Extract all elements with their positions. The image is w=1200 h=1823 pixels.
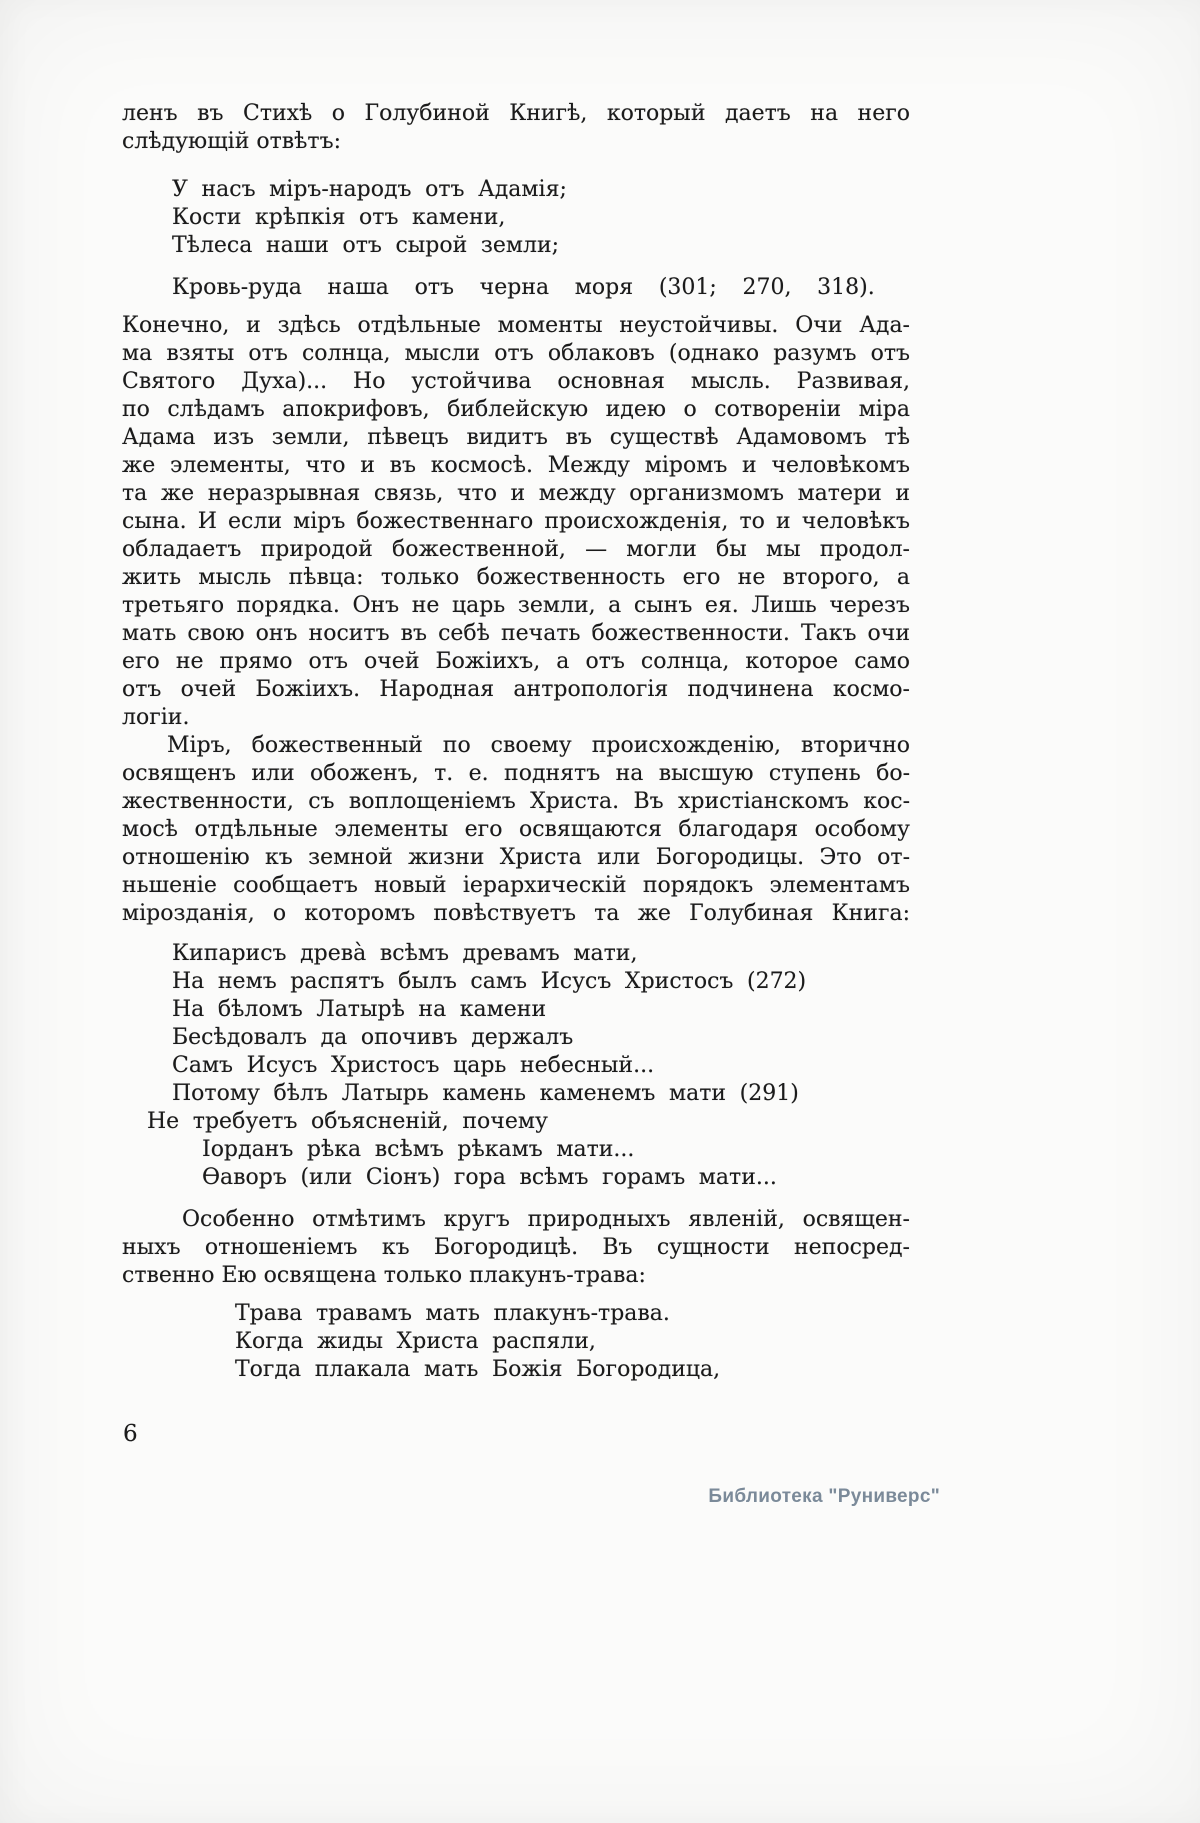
text-line: Трава травамъ мать плакунъ-трава.: [235, 1301, 670, 1326]
text-line: ленъ въ Стихѣ о Голубиной Книгѣ, который даетъ на него: [122, 101, 910, 126]
text-line: ныхъ отношеніемъ къ Богородицѣ. Въ сущности непосред-: [122, 1235, 910, 1260]
verse-blood-line: [122, 274, 910, 302]
text-line: У насъ міръ-народъ отъ Адамія;: [172, 177, 567, 202]
text-line: Когда жиды Христа распяли,: [235, 1329, 596, 1354]
text-line: Особенно отмѣтимъ кругъ природныхъ явленій, освящен-: [182, 1207, 910, 1232]
text-line: Тогда плакала мать Божія Богородица,: [235, 1357, 721, 1382]
text-line: Тѣлеса наши отъ сырой земли;: [172, 233, 560, 258]
text-line: Не требуетъ объясненій, почему: [147, 1109, 548, 1134]
text-line: его не прямо отъ очей Божіихъ, а отъ солнца, которое само: [122, 649, 910, 674]
text-line: та же неразрывная связь, что и между организмомъ матери и: [122, 481, 910, 506]
verse-plakun-trava: [122, 1300, 910, 1384]
library-watermark: Библиотека "Руниверс": [708, 1486, 940, 1507]
text-line: Адама изъ земли, пѣвецъ видитъ въ существѣ Адамовомъ тѣ: [122, 425, 910, 450]
text-line: Кипарисъ древа̀ всѣмъ древамъ мати,: [172, 941, 638, 966]
page-text-column: [122, 100, 910, 1384]
text-line: Ѳаворъ (или Сіонъ) гора всѣмъ горамъ мати...: [202, 1165, 777, 1190]
verse-cypress: [122, 940, 910, 1192]
text-line: Міръ, божественный по своему происхожденію, вторично: [167, 733, 910, 758]
text-line: мірозданія, о которомъ повѣствуетъ та же Голубиная Книга:: [122, 901, 910, 926]
text-line: Потому бѣлъ Латырь камень каменемъ мати (291): [172, 1081, 799, 1106]
text-line: сына. И если міръ божественнаго происхожденія, то и человѣкъ: [122, 509, 910, 534]
text-line: Бесѣдовалъ да опочивъ держалъ: [172, 1025, 574, 1050]
text-line: Іорданъ рѣка всѣмъ рѣкамъ мати...: [202, 1137, 635, 1162]
text-line: мать свою онъ носитъ въ себѣ печать божественности. Такъ очи: [122, 621, 910, 646]
text-line: ственно Ею освящена только плакунъ-трава:: [122, 1263, 646, 1288]
text-line: же элементы, что и въ космосѣ. Между міромъ и человѣкомъ: [122, 453, 910, 478]
text-line: обладаетъ природой божественной, — могли бы мы продол-: [122, 537, 910, 562]
paragraph-continuation: [122, 100, 910, 156]
text-line: по слѣдамъ апокрифовъ, библейскую идею о сотвореніи міра: [122, 397, 910, 422]
text-line: Кости крѣпкія отъ камени,: [172, 205, 506, 230]
text-line: Самъ Исусъ Христосъ царь небесный...: [172, 1053, 655, 1078]
text-line: ньшеніе сообщаетъ новый іерархическій порядокъ элементамъ: [122, 873, 910, 898]
paragraph-sanctified-world: [122, 732, 910, 928]
text-line: Кровь-руда наша отъ черна моря (301; 270, 318).: [172, 275, 875, 300]
text-line: жественности, съ воплощеніемъ Христа. Въ христіанскомъ кос-: [122, 789, 910, 814]
text-line: мосѣ отдѣльные элементы его освящаются благодаря особому: [122, 817, 910, 842]
page-number: 6: [123, 1421, 138, 1447]
paragraph-bogoroditsa: [122, 1206, 910, 1290]
text-line: слѣдующій отвѣтъ:: [122, 129, 342, 154]
text-line: отношенію къ земной жизни Христа или Богородицы. Это от-: [122, 845, 910, 870]
text-line: На немъ распятъ былъ самъ Исусъ Христосъ (272): [172, 969, 807, 994]
text-line: ма взяты отъ солнца, мысли отъ облаковъ (однако разумъ отъ: [122, 341, 910, 366]
text-line: освященъ или обоженъ, т. е. поднятъ на высшую ступень бо-: [122, 761, 910, 786]
text-line: логіи.: [122, 705, 190, 730]
text-line: Святого Духа)... Но устойчива основная мысль. Развивая,: [122, 369, 910, 394]
text-line: третьяго порядка. Онъ не царь земли, а сынъ ея. Лишь черезъ: [122, 593, 910, 618]
text-line: На бѣломъ Латырѣ на камени: [172, 997, 547, 1022]
text-line: жить мысль пѣвца: только божественность его не второго, а: [122, 565, 910, 590]
verse-adam: [122, 176, 910, 260]
text-line: отъ очей Божіихъ. Народная антропологія подчинена космо-: [122, 677, 910, 702]
text-line: Конечно, и здѣсь отдѣльные моменты неустойчивы. Очи Ада-: [122, 313, 910, 338]
paragraph-cosmos: [122, 312, 910, 732]
